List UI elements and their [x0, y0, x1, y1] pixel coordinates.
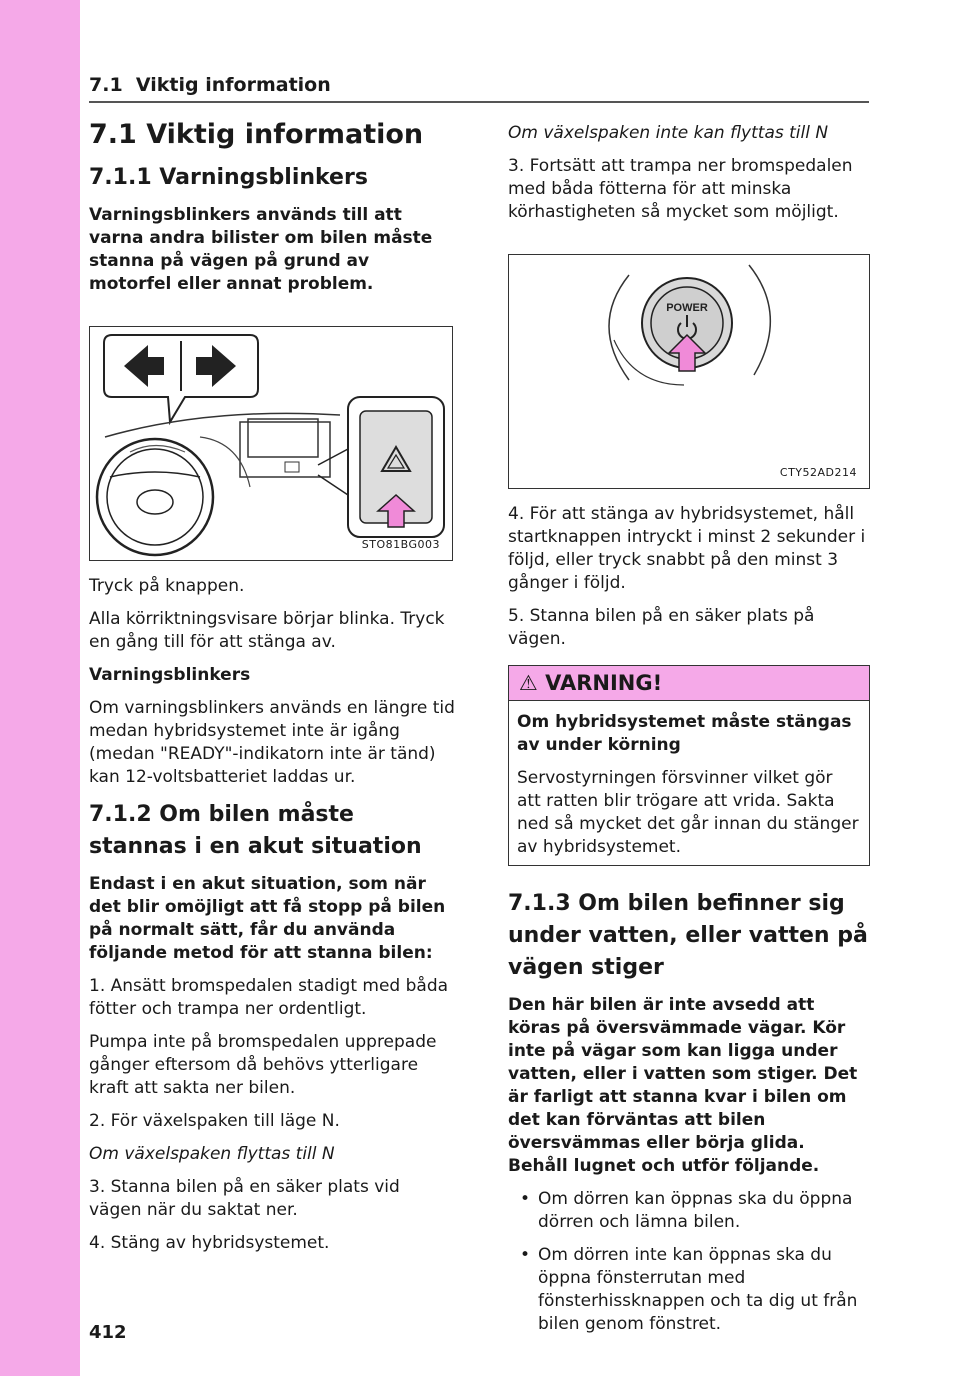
- emergency-intro: Endast i en akut situation, som när det blir omöjligt att få stopp på bilen på normalt sätt, får du använda följande metod för att stanna bilen:: [89, 874, 446, 963]
- list-item: • Om dörren inte kan öppnas ska du öppna fönsterrutan med fönsterhissknappen och ta dig ut från bilen genom fönstret.: [528, 1244, 870, 1336]
- right-step-3: 3. Fortsätt att trampa ner bromspedalen med båda fötterna för att minska körhastigheten så mycket som möjligt.: [508, 156, 853, 222]
- chapter-title: 7.1 Viktig information: [89, 119, 424, 150]
- header-rule: [89, 101, 869, 103]
- side-color-bar: [0, 0, 80, 1376]
- page-number: 412: [89, 1322, 127, 1343]
- power-button-illustration: [509, 255, 869, 488]
- water-bullet-list: [508, 1188, 870, 1336]
- warning-body: [509, 701, 869, 865]
- step-1-note: Pumpa inte på bromspedalen upprepade gånger eftersom då behövs ytterligare kraft att sakta ner bilen.: [89, 1032, 437, 1098]
- header-section: 7.1: [89, 74, 123, 96]
- power-button-figure: [508, 254, 870, 489]
- warning-title: VARNING!: [545, 671, 663, 695]
- battery-note: Om varningsblinkers används en längre tid medan hybridsystemet inte är igång (medan "READY"-indikatorn inte är tänd) kan 12-voltsbatteriet laddas ur.: [89, 698, 455, 787]
- case-cannot-shift: Om växelspaken inte kan flyttas till N: [508, 123, 829, 143]
- hazard-switch-figure: [89, 326, 453, 561]
- hazard-intro: Varningsblinkers används till att varna andra bilister om bilen måste stanna på vägen på grund av motorfel eller annat problem.: [89, 205, 433, 294]
- section-heading-hazard: 7.1.1 Varningsblinkers: [89, 165, 368, 190]
- right-step-4: 4. För att stänga av hybridsystemet, håll startknappen intryckt i minst 2 sekunder i följd, eller tryck snabbt på den minst 3 gånger i följd.: [508, 504, 866, 593]
- right-step-5: 5. Stanna bilen på en säker plats på vägen.: [508, 606, 815, 649]
- figure-code: STO81BG003: [361, 538, 440, 551]
- figure-code-2: CTY52AD214: [779, 466, 857, 479]
- subheading-hazard: Varningsblinkers: [89, 665, 251, 685]
- section-heading-water: 7.1.3 Om bilen befinner sig under vatten, eller vatten på vägen stiger: [508, 891, 868, 980]
- section-heading-emergency-stop: 7.1.2 Om bilen måste stannas i en akut situation: [89, 802, 422, 859]
- warning-box: [508, 665, 870, 866]
- warning-header: [509, 666, 869, 701]
- warning-subheading: Om hybridsystemet måste stängas av under körning: [517, 712, 852, 755]
- instruction-lights-blink: Alla körriktningsvisare börjar blinka. Tryck en gång till för att stänga av.: [89, 609, 445, 652]
- water-intro: Den här bilen är inte avsedd att köras på översvämmade vägar. Kör inte på vägar som kan ligga under vatten, eller i vatten som stiger. Det är farligt att stanna kvar i bilen om det kan förväntas att bilen översvämmas eller börja glida. Behåll lugnet och utför följande.: [508, 995, 858, 1176]
- left-column: [89, 112, 455, 1265]
- right-column: [508, 112, 870, 1346]
- step-4: 4. Stäng av hybridsystemet.: [89, 1233, 330, 1253]
- case-shift-to-n: Om växelspaken flyttas till N: [89, 1144, 335, 1164]
- step-1: 1. Ansätt bromspedalen stadigt med båda fötter och trampa ner ordentligt.: [89, 976, 449, 1019]
- power-label: POWER: [666, 302, 708, 314]
- warning-text: Servostyrningen försvinner vilket gör att ratten blir trögare att vrida. Sakta ned så mycket det går innan du stänger av hybridsystemet.: [517, 768, 859, 857]
- list-item: • Om dörren kan öppnas ska du öppna dörren och lämna bilen.: [528, 1188, 870, 1234]
- warning-icon: ⚠: [519, 671, 538, 695]
- hazard-illustration: [90, 327, 452, 560]
- step-2: 2. För växelspaken till läge N.: [89, 1111, 340, 1131]
- instruction-press-button: Tryck på knappen.: [89, 576, 245, 596]
- header-title: Viktig information: [135, 74, 331, 96]
- step-3: 3. Stanna bilen på en säker plats vid vägen när du saktat ner.: [89, 1177, 400, 1220]
- running-header: [89, 74, 331, 96]
